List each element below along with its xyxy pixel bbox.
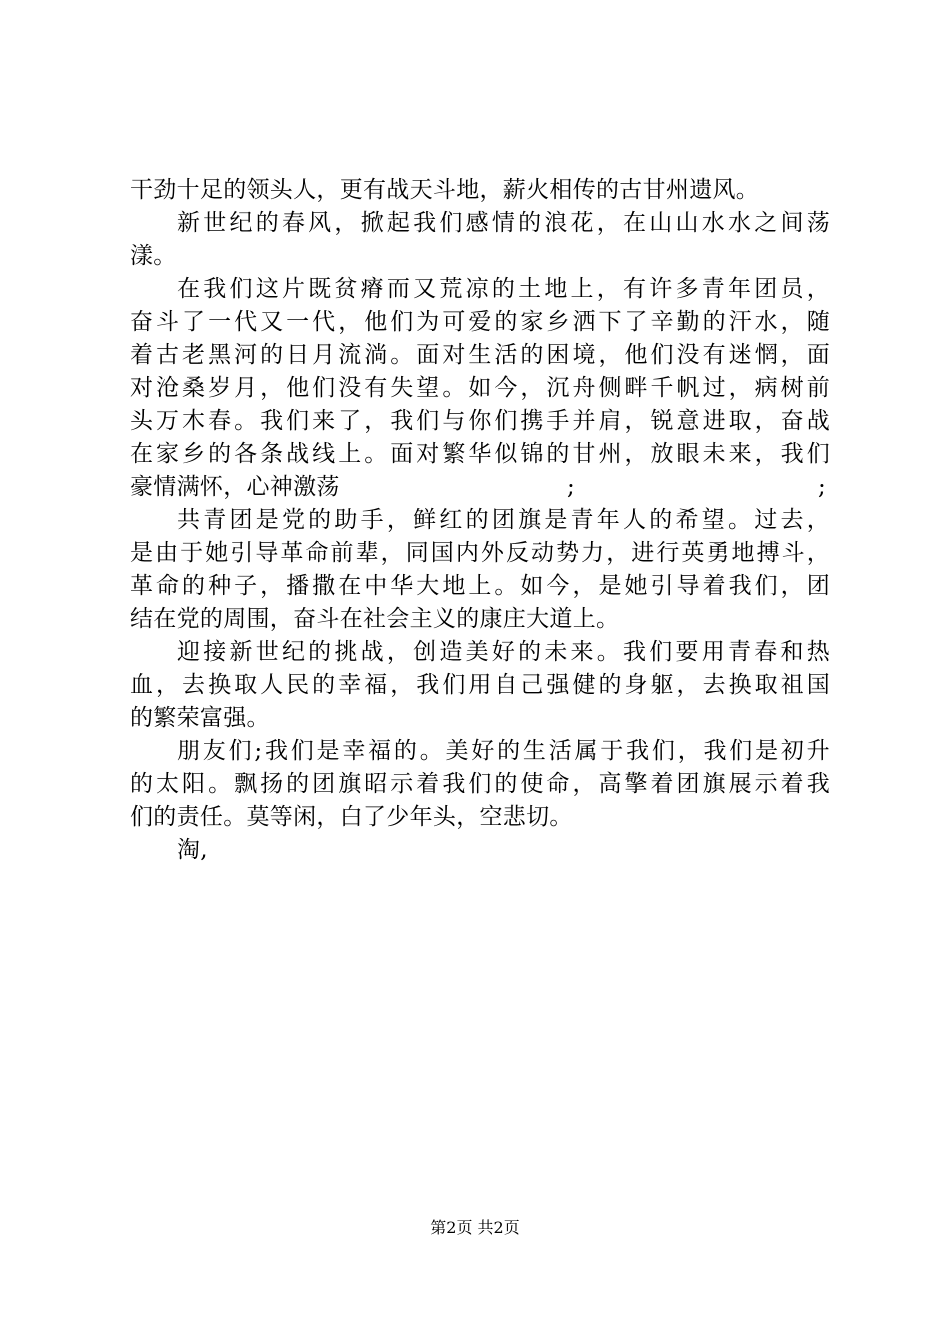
text-line: 干劲十足的领头人，更有战天斗地，薪火相传的古甘州遗风。 — [130, 177, 760, 203]
text-line: 对沧桑岁月，他们没有失望。如今，沉舟侧畔千帆过，病树前 — [130, 375, 830, 401]
text-line: 共青团是党的助手，鲜红的团旗是青年人的希望。过去， — [177, 507, 830, 533]
text-line: 迎接新世纪的挑战，创造美好的未来。我们要用青春和热 — [177, 639, 830, 665]
page-footer: 第2页 共2页 — [430, 1218, 520, 1237]
text-line: 着古老黑河的日月流淌。面对生活的困境，他们没有迷惘，面 — [130, 342, 830, 368]
document-body — [130, 174, 830, 867]
text-line: 是由于她引导革命前辈，同国内外反动势力，进行英勇地搏斗， — [130, 540, 830, 566]
text-line: 淘, — [177, 837, 208, 863]
text-line: 豪情满怀，心神激荡 — [130, 474, 340, 500]
text-line: 奋斗了一代又一代，他们为可爱的家乡洒下了辛勤的汗水，随 — [130, 309, 830, 335]
text-line: 的繁荣富强。 — [130, 705, 270, 731]
text-line: 头万木春。我们来了，我们与你们携手并肩，锐意进取，奋战 — [130, 408, 830, 434]
text-line: 结在党的周围，奋斗在社会主义的康庄大道上。 — [130, 606, 620, 632]
text-line: 在我们这片既贫瘠而又荒凉的土地上，有许多青年团员， — [177, 276, 830, 302]
text-line: 在家乡的各条战线上。面对繁华似锦的甘州，放眼未来，我们 — [130, 441, 830, 467]
semicolon-mark: ; — [567, 474, 576, 500]
text-line: 们的责任。莫等闲，白了少年头，空悲切。 — [130, 804, 573, 830]
text-line: 新世纪的春风，掀起我们感情的浪花，在山山水水之间荡 — [177, 210, 830, 236]
semicolon-mark: ; — [818, 474, 827, 500]
text-line: 朋友们;我们是幸福的。美好的生活属于我们，我们是初升 — [177, 738, 830, 764]
text-line: 血，去换取人民的幸福，我们用自己强健的身躯，去换取祖国 — [130, 672, 830, 698]
text-line: 漾。 — [130, 243, 177, 269]
text-line-with-semicolons — [130, 471, 830, 504]
text-line: 的太阳。飘扬的团旗昭示着我们的使命，高擎着团旗展示着我 — [130, 771, 830, 797]
text-line: 革命的种子，播撒在中华大地上。如今，是她引导着我们，团 — [130, 573, 830, 599]
